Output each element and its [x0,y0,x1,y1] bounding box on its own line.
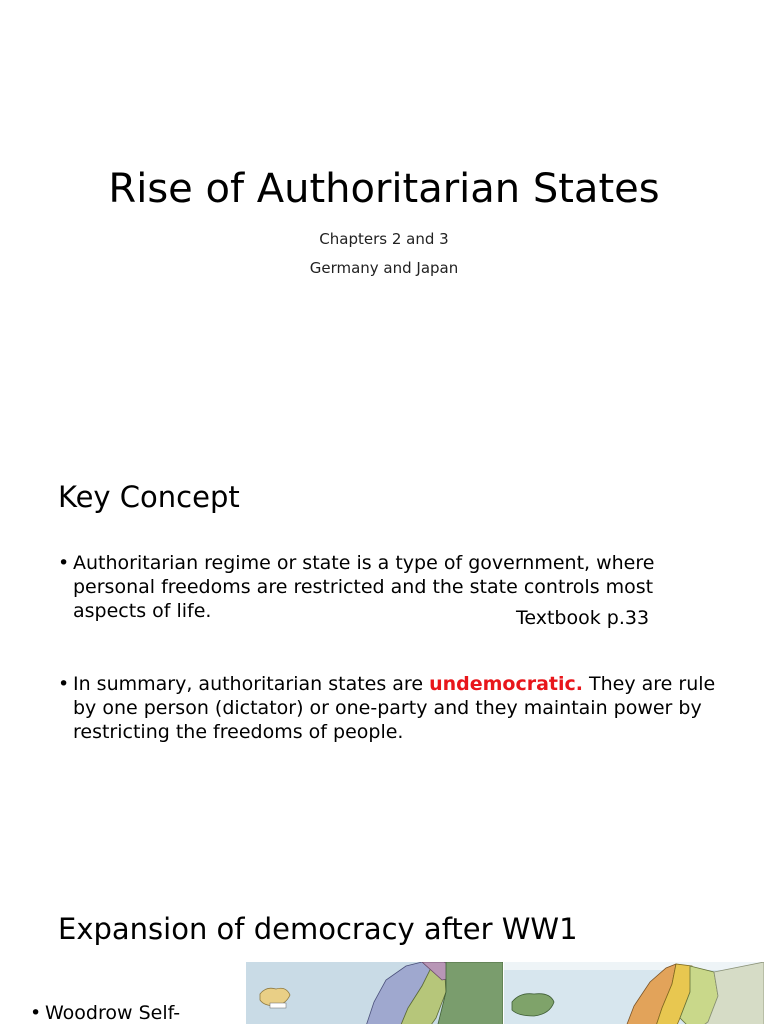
bullet-woodrow: • Woodrow Self- [30,1001,230,1024]
europe-map-right [504,962,764,1024]
democracy-expansion-slide [0,864,768,1024]
subtitle-chapters: Chapters 2 and 3 [319,230,449,248]
highlight-undemocratic: undemocratic. [429,673,583,695]
summary-text-end: They are rule by one person (dictator) or one-party and they maintain power by restricting the freedoms of people. [73,673,716,743]
subtitle-countries: Germany and Japan [309,259,459,277]
title-slide [0,0,768,432]
slide-heading: Key Concept [58,480,240,514]
europe-map-left [246,962,503,1024]
bullet-definition: • Authoritarian regime or state is a type of government, where personal freedoms are restricted and the state controls most aspects of life. [58,551,718,623]
presentation-title: Rise of Authoritarian States [108,166,660,212]
map-right-graphic [504,962,764,1024]
textbook-reference: Textbook p.33 [516,607,650,629]
bullet-summary [58,672,718,744]
slide-heading: Expansion of democracy after WW1 [58,912,578,946]
summary-text-start: In summary, authoritarian states are [73,673,430,695]
key-concept-slide [0,432,768,864]
map-left-graphic [246,962,503,1024]
